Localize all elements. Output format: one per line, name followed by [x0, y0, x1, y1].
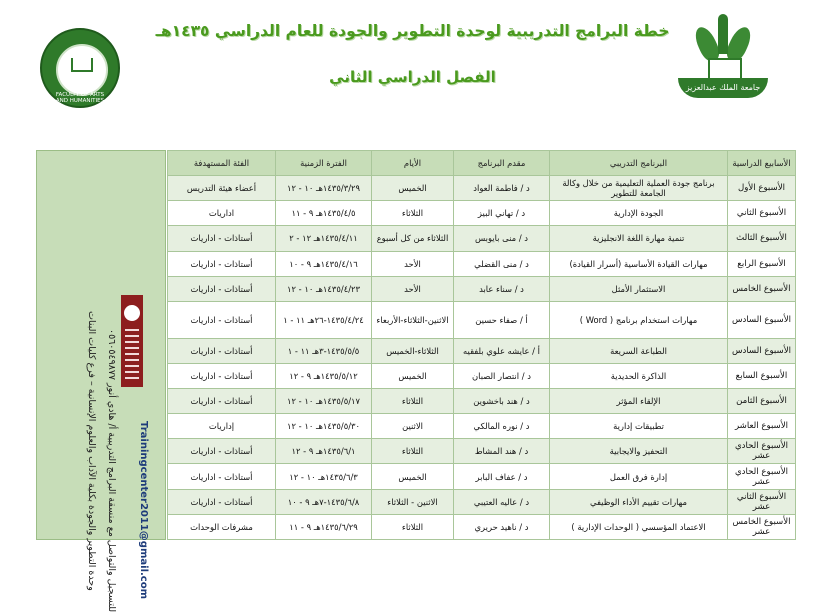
cell-period: ١٤٣٥/٤/٢٣هـ ١٠ - ١٢ — [276, 276, 372, 301]
sidebar-email[interactable]: Trainingcenter2011@gmail.com — [138, 421, 149, 600]
cell-target: أستاذات - اداريات — [168, 489, 276, 514]
cell-days: الثلاثاء — [372, 514, 454, 539]
faculty-logo-text-1: FACULTY OF ARTS — [55, 92, 105, 98]
cell-period: ١٤٣٥/٦/١هـ ٩ - ١٢ — [276, 439, 372, 464]
cell-presenter: د / عاليه العتيبي — [454, 489, 550, 514]
cell-presenter: د / تهاني البيز — [454, 201, 550, 226]
seal-icon — [124, 305, 140, 321]
cell-target: أعضاء هيئة التدريس — [168, 176, 276, 201]
cell-presenter: أ / عايشه علوي بلفقيه — [454, 338, 550, 363]
cell-target: اداريات — [168, 201, 276, 226]
table-row — [168, 276, 796, 301]
table-row — [168, 514, 796, 539]
cell-program: الذاكرة الحديدية — [550, 363, 728, 388]
cell-program: الاستثمار الأمثل — [550, 276, 728, 301]
cell-presenter: د / انتصار الصبان — [454, 363, 550, 388]
table-row — [168, 251, 796, 276]
cell-days: الخميس — [372, 176, 454, 201]
cell-period: ١٤٣٥/٤/١١هـ ١٢ - ٢ — [276, 226, 372, 251]
table-row — [168, 338, 796, 363]
faculty-logo-text-2: AND HUMANITIES — [55, 98, 105, 104]
cell-week: الأسبوع السادس — [728, 338, 796, 363]
cell-program: تنمية مهارة اللغة الانجليزية — [550, 226, 728, 251]
cell-week: الأسبوع الثاني عشر — [728, 489, 796, 514]
cell-program: الاعتماد المؤسسي ( الوحدات الإدارية ) — [550, 514, 728, 539]
cell-week: الأسبوع الرابع — [728, 251, 796, 276]
table-row — [168, 363, 796, 388]
cell-days: الأحد — [372, 276, 454, 301]
cell-days: الخميس — [372, 363, 454, 388]
table-header-row — [168, 151, 796, 176]
cell-presenter: د / هند باخشوين — [454, 388, 550, 413]
cell-period: ١٤٣٥/٥/١٢هـ ٩ - ١٢ — [276, 363, 372, 388]
cell-days: الثلاثاء — [372, 439, 454, 464]
sidebar-unit-line: وحدة التطوير والجودة بكلية الآداب والعلوم الإنسانية – فرع كليات البنات — [86, 311, 97, 591]
cell-program: برنامج جودة العملية التعليمية من خلال وكالة الجامعة للتطوير — [550, 176, 728, 201]
header-target: الفئة المستهدفة — [168, 151, 276, 176]
header-week: الأسابيع الدراسية — [728, 151, 796, 176]
cell-presenter: د / منى القضلي — [454, 251, 550, 276]
cell-program: الطباعة السريعة — [550, 338, 728, 363]
cell-days: الثلاثاء-الخميس — [372, 338, 454, 363]
cell-target: أستاذات - اداريات — [168, 276, 276, 301]
cell-days: الثلاثاء — [372, 388, 454, 413]
cell-period: ١٤٣٥/٤/١٦هـ ٩ - ١٠ — [276, 251, 372, 276]
table-row — [168, 439, 796, 464]
book-icon — [708, 58, 742, 80]
cell-target: أستاذات - اداريات — [168, 251, 276, 276]
cell-presenter: د / فاطمة العواد — [454, 176, 550, 201]
cell-period: ١٤٣٥/٤/٥هـ ٩ - ١١ — [276, 201, 372, 226]
page-subtitle: الفصل الدراسي الثاني — [329, 68, 496, 86]
cell-target: أستاذات - اداريات — [168, 388, 276, 413]
page-title: خطة البرامج التدريبية لوحدة التطوير والجودة للعام الدراسي ١٤٣٥هـ — [155, 22, 670, 40]
university-name: جامعة الملك عبدالعزيز — [685, 83, 761, 92]
emblem-text-lines — [125, 329, 139, 379]
contact-sidebar — [36, 150, 166, 612]
cell-days: الاثنين - الثلاثاء — [372, 489, 454, 514]
table-row — [168, 388, 796, 413]
cell-target: أستاذات - اداريات — [168, 363, 276, 388]
table-row — [168, 176, 796, 201]
cell-program: مهارات استخدام برنامج ( Word ) — [550, 301, 728, 338]
cell-period: ١٤٣٥/٦/٣هـ ١٠ - ١٢ — [276, 464, 372, 489]
cell-period: ١٤٣٥/٣/٢٩هـ ١٠ - ١٢ — [276, 176, 372, 201]
cell-week: الأسبوع الثالث — [728, 226, 796, 251]
cell-days: الثلاثاء — [372, 201, 454, 226]
cell-days: الثلاثاء من كل أسبوع — [372, 226, 454, 251]
cell-week: الأسبوع الخامس — [728, 276, 796, 301]
table-row — [168, 226, 796, 251]
cell-target: إداريات — [168, 414, 276, 439]
sidebar-emblem — [121, 295, 143, 387]
table-row — [168, 301, 796, 338]
cell-period: ١٤٣٥/٥/٥-٣هـ ١١ - ١ — [276, 338, 372, 363]
cell-period: ١٤٣٥/٦/٨-٧هـ ٩ - ١٠ — [276, 489, 372, 514]
cell-target: أستاذات - اداريات — [168, 301, 276, 338]
cell-target: أستاذات - اداريات — [168, 439, 276, 464]
cell-week: الأسبوع الثامن — [728, 388, 796, 413]
cell-program: مهارات تقييم الأداء الوظيفي — [550, 489, 728, 514]
cell-presenter: أ / صفاء حسين — [454, 301, 550, 338]
cell-program: إدارة فرق العمل — [550, 464, 728, 489]
university-logo — [678, 14, 768, 98]
cell-week: الأسبوع الخامس عشر — [728, 514, 796, 539]
cell-week: الأسبوع الحادي عشر — [728, 439, 796, 464]
cell-target: مشرفات الوحدات — [168, 514, 276, 539]
header-program: البرنامج التدريبي — [550, 151, 728, 176]
table-row — [168, 201, 796, 226]
book-icon — [71, 58, 93, 72]
cell-target: أستاذات - اداريات — [168, 464, 276, 489]
header-days: الأيام — [372, 151, 454, 176]
cell-week: الأسبوع الحادي عشر — [728, 464, 796, 489]
cell-days: الاثنين — [372, 414, 454, 439]
cell-program: مهارات القيادة الأساسية (أسرار القيادة) — [550, 251, 728, 276]
header-presenter: مقدم البرنامج — [454, 151, 550, 176]
cell-presenter: د / ناهيد حريري — [454, 514, 550, 539]
faculty-logo — [40, 28, 120, 108]
university-logo-ribbon — [678, 78, 768, 98]
cell-presenter: د / نوره المالكي — [454, 414, 550, 439]
cell-period: ١٤٣٥/٤/٢٤-٢٦هـ ١١ - ١ — [276, 301, 372, 338]
cell-week: الأسبوع الأول — [728, 176, 796, 201]
cell-week: الأسبوع الثاني — [728, 201, 796, 226]
table-row — [168, 489, 796, 514]
cell-presenter: د / هند المشاط — [454, 439, 550, 464]
cell-period: ١٤٣٥/٥/٣٠هـ ١٠ - ١٢ — [276, 414, 372, 439]
palm-stem-icon — [718, 14, 728, 54]
cell-target: أستاذات - اداريات — [168, 338, 276, 363]
cell-days: الأحد — [372, 251, 454, 276]
cell-presenter: د / منى بايوبس — [454, 226, 550, 251]
cell-days: الاثنين-الثلاثاء-الأربعاء — [372, 301, 454, 338]
cell-presenter: د / سناء عابد — [454, 276, 550, 301]
training-schedule-table — [167, 150, 796, 540]
table-row — [168, 464, 796, 489]
cell-program: الجودة الإدارية — [550, 201, 728, 226]
cell-period: ١٤٣٥/٦/٢٩هـ ٩ - ١١ — [276, 514, 372, 539]
cell-period: ١٤٣٥/٥/١٧هـ ١٠ - ١٢ — [276, 388, 372, 413]
sidebar-contact-line: للتسجيل والتواصل مع منسقة البرامج التدريبية أ/ هادي أنور ٠٥٦٠٥٤٩٨٧٧ — [106, 329, 117, 612]
cell-program: التحفيز والايجابية — [550, 439, 728, 464]
cell-week: الأسبوع السادس — [728, 301, 796, 338]
cell-week: الأسبوع السابع — [728, 363, 796, 388]
cell-week: الأسبوع العاشر — [728, 414, 796, 439]
cell-program: الإلقاء المؤثر — [550, 388, 728, 413]
cell-program: تطبيقات إدارية — [550, 414, 728, 439]
table-row — [168, 414, 796, 439]
cell-presenter: د / عفاف البابر — [454, 464, 550, 489]
header-period: الفترة الزمنية — [276, 151, 372, 176]
cell-days: الخميس — [372, 464, 454, 489]
cell-target: أستاذات - اداريات — [168, 226, 276, 251]
